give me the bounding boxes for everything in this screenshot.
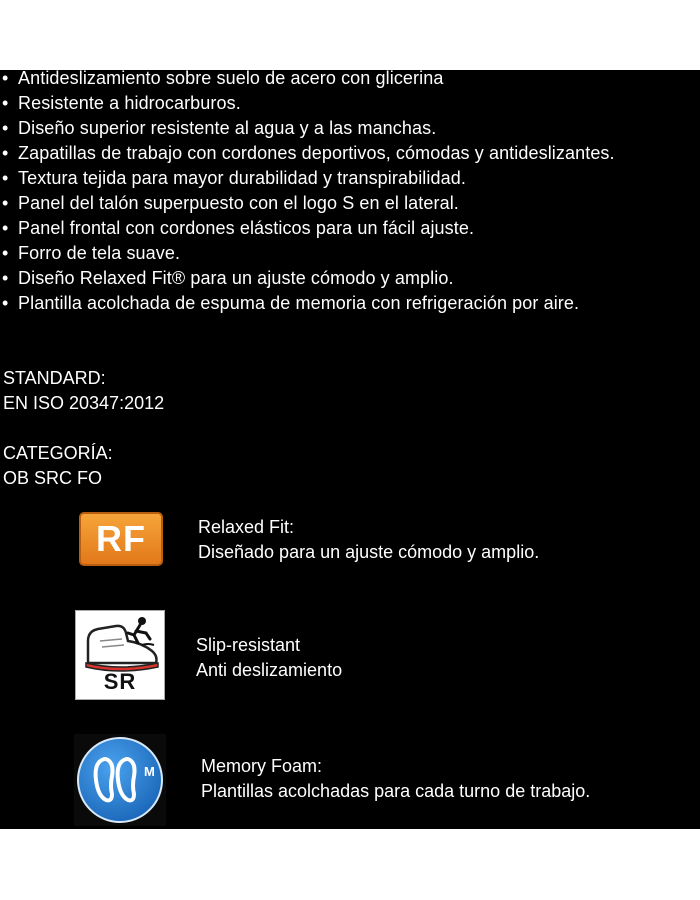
feature-item <box>2 266 700 291</box>
memory-foam-description: Plantillas acolchadas para cada turno de trabajo. <box>201 781 591 801</box>
feature-text: Diseño superior resistente al agua y a las manchas. <box>18 118 437 138</box>
feature-item <box>2 191 700 216</box>
bullet: • <box>2 218 9 238</box>
feature-item <box>2 241 700 266</box>
category-value: OB SRC FO <box>3 468 103 488</box>
feature-text: Antideslizamiento sobre suelo de acero con glicerina <box>18 70 444 88</box>
relaxed-fit-icon <box>79 512 163 566</box>
bullet: • <box>2 118 9 138</box>
standard-label: STANDARD: <box>3 368 106 388</box>
feature-text: Resistente a hidrocarburos. <box>18 93 241 113</box>
bullet: • <box>2 268 9 288</box>
feature-text: Panel frontal con cordones elásticos para un fácil ajuste. <box>18 218 475 238</box>
bullet: • <box>2 143 9 163</box>
feature-item <box>2 291 700 316</box>
mf-badge <box>74 734 166 826</box>
bullet: • <box>2 70 9 88</box>
bullet: • <box>2 168 9 188</box>
product-details-panel <box>0 70 700 829</box>
bullet: • <box>2 293 9 313</box>
relaxed-fit-description: Diseñado para un ajuste cómodo y amplio. <box>198 542 540 562</box>
bullet: • <box>2 193 9 213</box>
standard-value: EN ISO 20347:2012 <box>3 393 165 413</box>
feature-item <box>2 166 700 191</box>
memory-foam-title: Memory Foam: <box>201 756 323 776</box>
feature-item <box>2 141 700 166</box>
feature-item <box>2 70 700 91</box>
slip-resistant-title: Slip-resistant <box>196 635 301 655</box>
mf-letter: M <box>144 764 155 779</box>
memory-foam-icon <box>74 734 166 826</box>
rf-badge: RF <box>79 512 163 566</box>
feature-list <box>2 70 700 316</box>
feature-text: Panel del talón superpuesto con el logo S en el lateral. <box>18 193 459 213</box>
feature-text: Textura tejida para mayor durabilidad y transpirabilidad. <box>18 168 466 188</box>
bullet: • <box>2 93 9 113</box>
slip-resistant-description: Anti deslizamiento <box>196 660 343 680</box>
feature-text: Plantilla acolchada de espuma de memoria con refrigeración por aire. <box>18 293 580 313</box>
feature-item <box>2 116 700 141</box>
slip-resistant-icon <box>75 610 165 700</box>
insoles-icon <box>76 736 164 824</box>
feature-item <box>2 91 700 116</box>
feature-text: Zapatillas de trabajo con cordones deportivos, cómodas y antideslizantes. <box>18 143 615 163</box>
sr-label: SR <box>103 669 137 694</box>
sr-badge <box>75 610 165 700</box>
category-label: CATEGORÍA: <box>3 443 113 463</box>
bullet: • <box>2 243 9 263</box>
boot-icon <box>76 611 164 673</box>
feature-text: Forro de tela suave. <box>18 243 181 263</box>
feature-text: Diseño Relaxed Fit® para un ajuste cómodo y amplio. <box>18 268 454 288</box>
relaxed-fit-title: Relaxed Fit: <box>198 517 295 537</box>
feature-item <box>2 216 700 241</box>
